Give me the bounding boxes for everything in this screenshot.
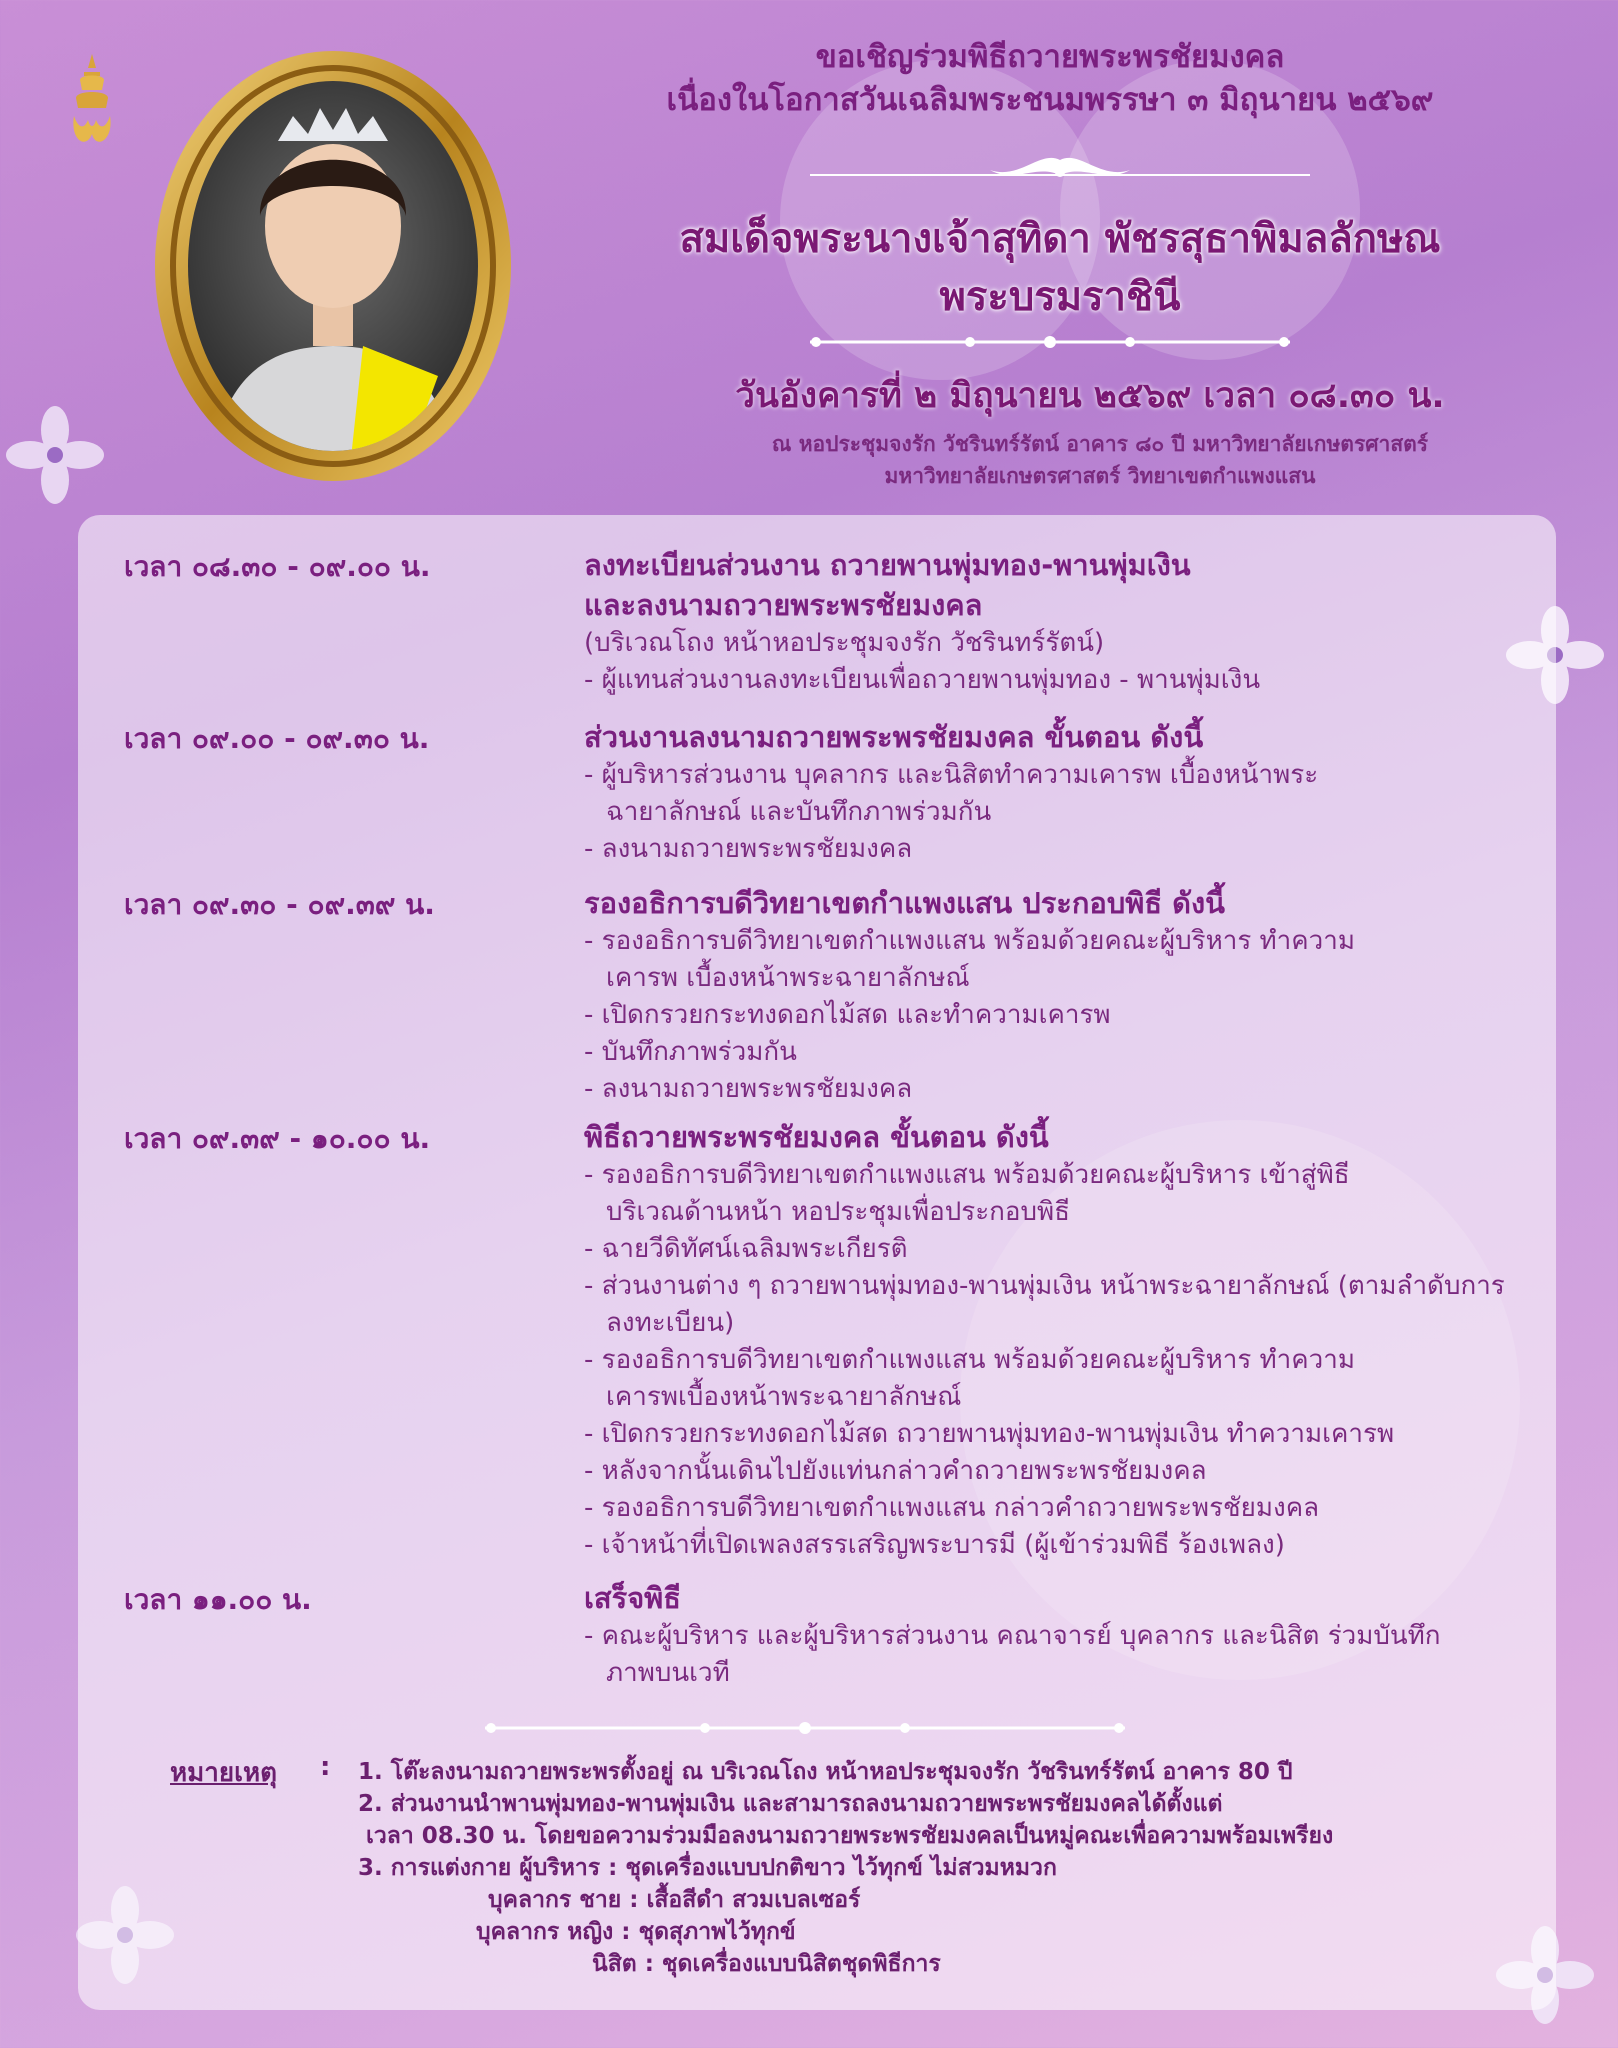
slot-time: เวลา ๑๑.๐๐ น. [124, 1583, 312, 1616]
slot-item: - รองอธิการบดีวิทยาเขตกำแพงแสน พร้อมด้วยคณะผู้บริหาร เข้าสู่พิธีบริเวณด้านหน้า หอประชุมเพื่อประกอบพิธี [584, 1160, 1350, 1227]
slot-item: - ผู้บริหารส่วนงาน บุคลากร และนิสิตทำความเคารพ เบื้องหน้าพระฉายาลักษณ์ และบันทึกภาพร่วมกัน [584, 760, 1319, 827]
slot-item: - คณะผู้บริหาร และผู้บริหารส่วนงาน คณาจารย์ บุคลากร และนิสิต ร่วมบันทึกภาพบนเวที [584, 1621, 1441, 1688]
slot-item: - รองอธิการบดีวิทยาเขตกำแพงแสน พร้อมด้วยคณะผู้บริหาร ทำความเคารพเบื้องหน้าพระฉายาลักษณ์ [584, 1345, 1356, 1412]
slot-item: - รองอธิการบดีวิทยาเขตกำแพงแสน กล่าวคำถวายพระพรชัยมงคล [584, 1493, 1320, 1523]
slot-item: - ส่วนงานต่าง ๆ ถวายพานพุ่มทอง-พานพุ่มเงิน หน้าพระฉายาลักษณ์ (ตามลำดับการลงทะเบียน) [584, 1271, 1505, 1338]
dotted-divider [485, 1718, 1125, 1738]
slot-item: - หลังจากนั้นเดินไปยังแท่นกล่าวคำถวายพระพรชัยมงคล [584, 1456, 1207, 1486]
slot-content [584, 717, 1584, 868]
slot-content [584, 1117, 1584, 1564]
notes-label: หมายเหตุ [170, 1758, 278, 1788]
venue-line-1: ณ หอประชุมจงรัก วัชรินทร์รัตน์ อาคาร ๘๐ ปี มหาวิทยาลัยเกษตรศาสตร์ [771, 432, 1429, 456]
slot-item: - เจ้าหน้าที่เปิดเพลงสรรเสริญพระบารมี (ผู้เข้าร่วมพิธี ร้องเพลง) [584, 1530, 1285, 1560]
note-line: 3. การแต่งกาย ผู้บริหาร : ชุดเครื่องแบบปกติขาว ไว้ทุกข์ ไม่สวมหมวก [358, 1855, 1057, 1881]
slot-content [584, 883, 1584, 1108]
slot-item: - เปิดกรวยกระทงดอกไม้สด ถวายพานพุ่มทอง-พานพุ่มเงิน ทำความเคารพ [584, 1419, 1395, 1449]
dotted-divider [810, 332, 1290, 352]
note-line: นิสิต : ชุดเครื่องแบบนิสิตชุดพิธีการ [592, 1951, 941, 1977]
header [0, 0, 1618, 520]
venue [620, 428, 1580, 492]
slot-item: - ลงนามถวายพระพรชัยมงคล [584, 1074, 913, 1104]
slot-title: ส่วนงานลงนามถวายพระพรชัยมงคล ขั้นตอน ดังนี้ [584, 720, 1204, 754]
note-line: 1. โต๊ะลงนามถวายพระพรตั้งอยู่ ณ บริเวณโถง หน้าหอประชุมจงรัก วัชรินทร์รัตน์ อาคาร 80 ปี [358, 1759, 1293, 1785]
slot-title-cont: และลงนามถวายพระพรชัยมงคล [584, 588, 983, 622]
note-line: บุคลากร ชาย : เสื้อสีดำ สวมเบลเซอร์ [488, 1887, 861, 1913]
slot-time: เวลา ๐๙.๐๐ - ๐๙.๓๐ น. [124, 722, 430, 755]
slot-title: พิธีถวายพระพรชัยมงคล ขั้นตอน ดังนี้ [584, 1120, 1049, 1154]
invitation-line-1: ขอเชิญร่วมพิธีถวายพระพรชัยมงคล [815, 39, 1285, 75]
slot-title: ลงทะเบียนส่วนงาน ถวายพานพุ่มทอง-พานพุ่มเงิน [584, 548, 1191, 582]
slot-time: เวลา ๐๙.๓๐ - ๐๙.๓๙ น. [124, 888, 435, 921]
queen-name [560, 210, 1560, 326]
note-line: 2. ส่วนงานนำพานพุ่มทอง-พานพุ่มเงิน และสามารถลงนามถวายพระพรชัยมงคลได้ตั้งแต่ [358, 1791, 1223, 1817]
slot-content [584, 1578, 1584, 1692]
invitation-line-2: เนื่องในโอกาสวันเฉลิมพระชนมพรรษา ๓ มิถุนายน ๒๕๖๙ [666, 82, 1434, 118]
slot-item: - ฉายวีดิทัศน์เฉลิมพระเกียรติ [584, 1234, 908, 1264]
slot-title: เสร็จพิธี [584, 1581, 681, 1615]
queen-portrait [148, 46, 518, 486]
slot-title: รองอธิการบดีวิทยาเขตกำแพงแสน ประกอบพิธี ดังนี้ [584, 886, 1225, 920]
slot-item: - บันทึกภาพร่วมกัน [584, 1037, 797, 1067]
queen-name-line-1: สมเด็จพระนางเจ้าสุทิดา พัชรสุธาพิมลลักษณ [679, 216, 1441, 262]
slot-location: (บริเวณโถง หน้าหอประชุมจงรัก วัชรินทร์รัตน์) [584, 628, 1105, 658]
slot-item: - ลงนามถวายพระพรชัยมงคล [584, 834, 913, 864]
slot-content [584, 545, 1584, 699]
note-line: เวลา 08.30 น. โดยขอความร่วมมือลงนามถวายพระพรชัยมงคลเป็นหมู่คณะเพื่อความพร้อมเพรียง [366, 1823, 1334, 1849]
venue-line-2: มหาวิทยาลัยเกษตรศาสตร์ วิทยาเขตกำแพงแสน [884, 464, 1316, 488]
flower-decoration [0, 400, 110, 510]
slot-time: เวลา ๐๙.๓๙ - ๑๐.๐๐ น. [124, 1122, 431, 1155]
notes-colon: : [320, 1752, 331, 1782]
slot-item: - ผู้แทนส่วนงานลงทะเบียนเพื่อถวายพานพุ่มทอง - พานพุ่มเงิน [584, 665, 1261, 695]
slot-item: - เปิดกรวยกระทงดอกไม้สด และทำความเคารพ [584, 1000, 1111, 1030]
note-line: บุคลากร หญิง : ชุดสุภาพไว้ทุกข์ [476, 1919, 796, 1945]
royal-cypher-logo [66, 50, 118, 155]
slot-time: เวลา ๐๘.๓๐ - ๐๙.๐๐ น. [124, 550, 431, 583]
queen-name-line-2: พระบรมราชินี [939, 274, 1181, 320]
ornament-divider [810, 150, 1310, 190]
invitation-heading [540, 36, 1560, 122]
slot-item: - รองอธิการบดีวิทยาเขตกำแพงแสน พร้อมด้วยคณะผู้บริหาร ทำความเคารพ เบื้องหน้าพระฉายาลักษณ์ [584, 926, 1356, 993]
event-datetime: วันอังคารที่ ๒ มิถุนายน ๒๕๖๙ เวลา ๐๘.๓๐ น. [735, 376, 1445, 416]
